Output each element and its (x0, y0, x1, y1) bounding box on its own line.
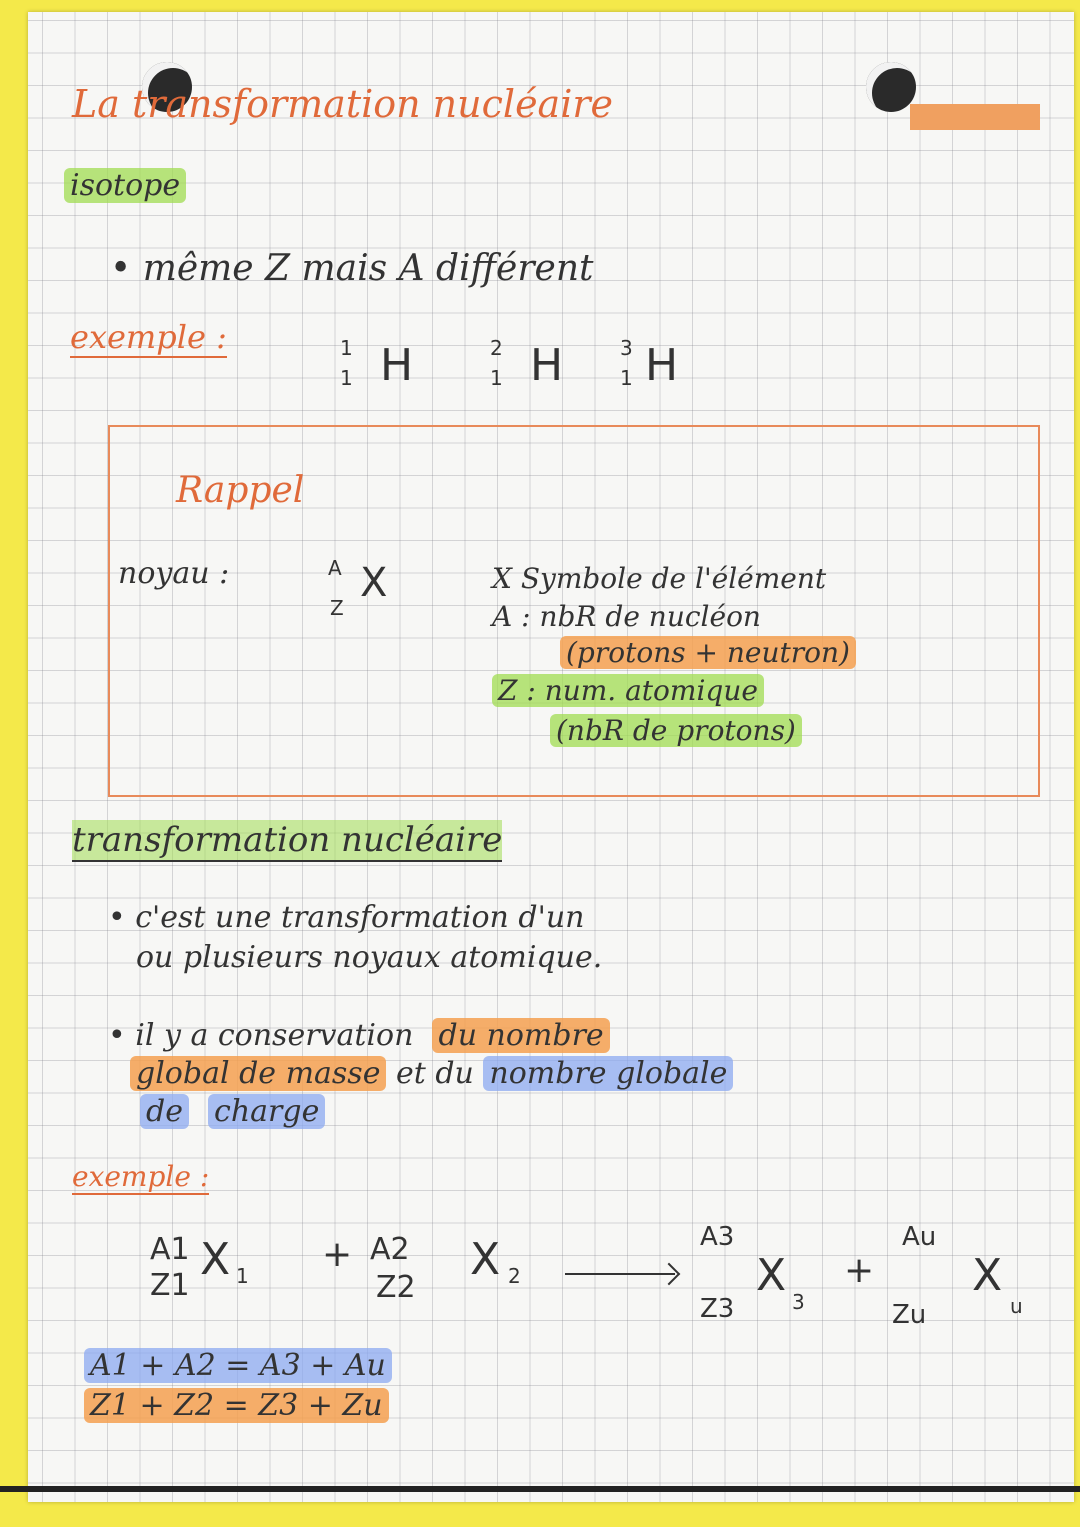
page-bottom-edge (0, 1486, 1080, 1492)
conservation-line-1: • il y a conservation du nombre (108, 1018, 610, 1053)
definition-line-2: ou plusieurs noyaux atomique. (136, 940, 603, 975)
conservation-line-3: de charge (140, 1094, 325, 1129)
rappel-heading: Rappel (176, 470, 305, 511)
page-title: La transformation nucléaire (72, 82, 614, 126)
title-highlight (910, 104, 1040, 130)
plus-sign-1: + (322, 1234, 353, 1275)
conservation-line-2: global de masse et du nombre globale (130, 1056, 733, 1091)
transformation-heading: transformation nucléaire (72, 820, 503, 860)
isotope-example-label: exemple : (70, 318, 227, 356)
reaction-arrow (565, 1273, 675, 1275)
isotope-heading: isotope (64, 168, 186, 203)
rappel-line-protons-neutrons: (protons + neutron) (560, 636, 856, 669)
mass-conservation-equation: A1 + A2 = A3 + Au (84, 1348, 392, 1383)
isotope-definition: • même Z mais A différent (110, 248, 594, 289)
rappel-line-z: Z : num. atomique (492, 674, 764, 707)
plus-sign-2: + (844, 1250, 875, 1291)
definition-line-1: • c'est une transformation d'un (108, 900, 585, 935)
rappel-line-symbol: X Symbole de l'élément (492, 562, 827, 595)
rappel-line-a: A : nbR de nucléon (492, 600, 761, 633)
noyau-label: noyau : (118, 556, 230, 591)
rappel-line-nbr-protons: (nbR de protons) (550, 714, 802, 747)
charge-conservation-equation: Z1 + Z2 = Z3 + Zu (84, 1388, 389, 1423)
transformation-example-label: exemple : (72, 1160, 210, 1193)
punch-hole-right (866, 62, 916, 112)
